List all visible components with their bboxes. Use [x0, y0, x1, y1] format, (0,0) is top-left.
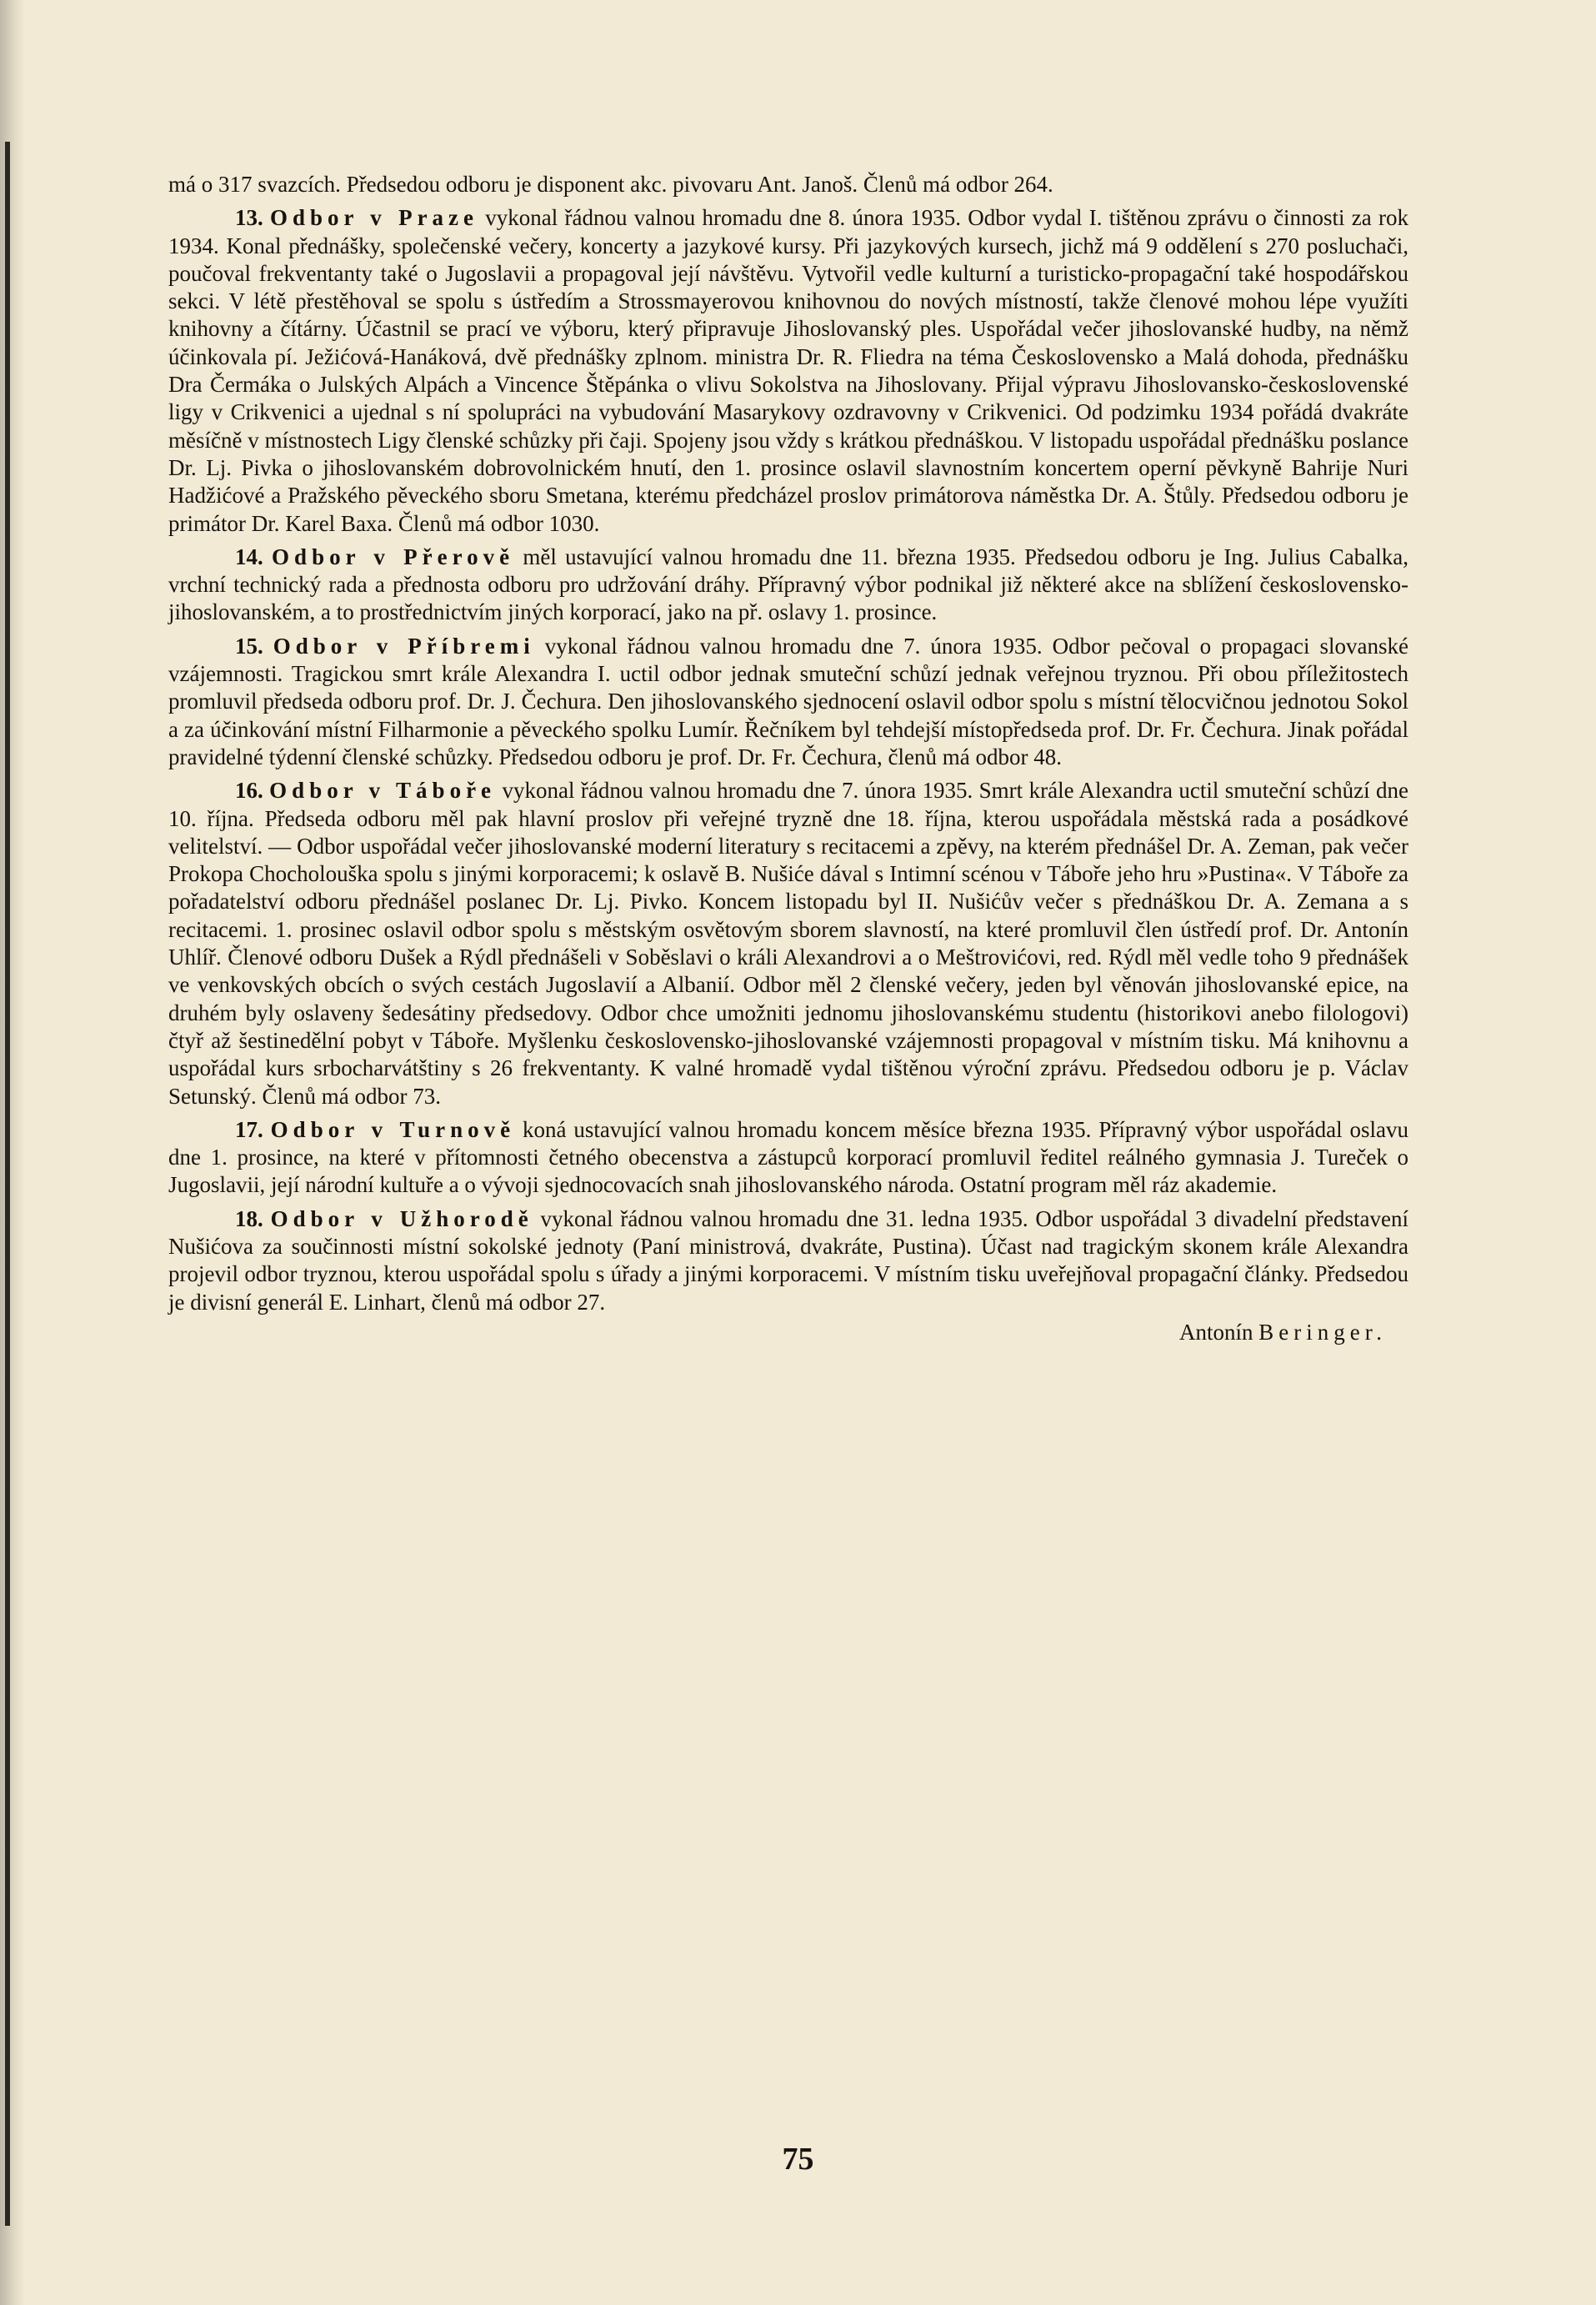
- paragraph-number: 15.: [235, 633, 263, 659]
- paragraph-odbor-praha: [168, 204, 1408, 538]
- paragraph-heading: Odbor v Přerově: [272, 544, 515, 569]
- paragraph-number: 13.: [235, 205, 263, 231]
- paragraph-odbor-prerov: [168, 544, 1408, 627]
- page-left-edge: [0, 0, 25, 2305]
- paragraph-text: vykonal řádnou valnou hromadu dne 7. února 1935. Smrt krále Alexandra uctil smuteční schůzí dne 10. října. Předseda odboru měl pak hlavní proslov při veřejné tryzně dne 18. října, kterou uspořádala městská rada a posádkové velitelství. — Odbor uspořádal večer jihoslovanské moderní literatury s recitacemi a zpěvy, na kterém přednášel Dr. A. Zeman, pak večer Prokopa Chocholouška spolu s jinými korporacemi; k oslavě B. Nušiće dával s Intimní scénou v Táboře jeho hru »Pustina«. V Táboře za pořadatelství odboru přednášel poslanec Dr. Lj. Pivko. Koncem listopadu byl II. Nušićův večer s přednáškou Dr. A. Zemana a s recitacemi. 1. prosinec oslavil odbor spolu s městským osvětovým sborem slavností, na které promluvil člen ústředí prof. Dr. Antonín Uhlíř. Členové odboru Dušek a Rýdl přednášeli v Soběslavi o králi Alexandrovi a o Meštrovićovi, red. Rýdl měl vedle toho 9 přednášek ve venkovských obcích o svých cestách Jugoslavií a Albanií. Odbor měl 2 členské večery, jeden byl věnován jihoslovanské epice, na druhém byly oslaveny šedesátiny předsedovy. Odbor chce umožniti jednomu jihoslovanskému studentu (historikovi anebo filologovi) čtyř až šestinedělní pobyt v Táboře. Myšlenku československo-jihoslovanské vzájemnosti propagoval v místním tisku. Má knihovnu a uspořádal kurs srbocharvátštiny s 26 frekventanty. K valné hromadě vydal tištěnou výroční zprávu. Předsedou odboru je p. Václav Setunský. Členů má odbor 73.: [168, 778, 1409, 1109]
- binding-shadow: [5, 142, 10, 2226]
- paragraph-odbor-tabor: [168, 777, 1408, 1110]
- author-signature: [168, 1319, 1408, 1346]
- paragraph-text: měl ustavující valnou hromadu dne 11. března 1935. Předsedou odboru je Ing. Julius Cabalka, vrchní technický rada a přednosta odboru pro udržování dráhy. Přípravný výbor podnikal již některé akce na sblížení československo-jihoslovanském, a to prostřednictvím jiných korporací, jako na př. oslavy 1. prosince.: [168, 544, 1408, 625]
- page-number: 75: [782, 2142, 814, 2177]
- author-first-name: Antonín: [1179, 1319, 1253, 1345]
- paragraph-text: vykonal řádnou valnou hromadu dne 8. února 1935. Odbor vydal I. tištěnou zprávu o činnosti za rok 1934. Konal přednášky, společenské večery, koncerty a jazykové kursy. Při jazykových kursech, jichž má 9 oddělení s 270 posluchači, poučoval frekventanty také o Jugoslavii a propagoval její návštěvu. Vytvořil vedle kulturní a turisticko-propagační také hospodářskou sekci. V létě přestěhoval se spolu s ústředím a Strossmayerovou knihovnou do nových místností, takže členové mohou lépe využíti knihovny a čítárny. Účastnil se prací ve výboru, který připravuje Jihoslovanský ples. Uspořádal večer jihoslovanské hudby, na němž účinkovala pí. Ježićová-Hanáková, dvě přednášky zplnom. ministra Dr. R. Fliedra na téma Československo a Malá dohoda, přednášku Dra Čermáka o Julských Alpách a Vincence Štěpánka o vlivu Sokolstva na Jihoslovany. Přijal výpravu Jihoslovansko-československé ligy v Crikvenici a ujednal s ní spolupráci na vybudování Masarykovy ozdravovny v Crikvenici. Od podzimku 1934 pořádá dvakráte měsíčně v místnostech Ligy členské schůzky při čaji. Spojeny jsou vždy s krátkou přednáškou. V listopadu uspořádal přednášku poslance Dr. Lj. Pivka o jihoslovanském dobrovolnickém hnutí, den 1. prosince oslavil slavnostním koncertem operní pěvkyně Bahrije Nuri Hadžićové a Pražského pěveckého sboru Smetana, kterému předcházel proslov primátorova náměstka Dr. A. Štůly. Předsedou odboru je primátor Dr. Karel Baxa. Členů má odbor 1030.: [168, 205, 1408, 536]
- paragraph-odbor-pribram: [168, 633, 1408, 771]
- paragraph-number: 17.: [235, 1116, 263, 1142]
- paragraph-text: vykonal řádnou valnou hromadu dne 31. ledna 1935. Odbor uspořádal 3 divadelní představení Nušićova za součinnosti místní sokolské jednoty (Paní ministrová, dvakráte, Pustina). Účast nad tragickým skonem krále Alexandra projevil odbor tryznou, kterou uspořádal spolu s úřady a jinými korporacemi. V místním tisku uveřejňoval propagační články. Předsedou je divisní generál E. Linhart, členů má odbor 27.: [168, 1205, 1409, 1315]
- paragraph-heading: Odbor v Příbremi: [273, 633, 535, 659]
- paragraph-continuation: [168, 171, 1408, 198]
- paragraph-heading: Odbor v Táboře: [269, 778, 497, 804]
- author-last-name: Beringer.: [1258, 1319, 1387, 1345]
- paragraph-heading: Odbor v Praze: [270, 205, 479, 231]
- article-body: [168, 171, 1408, 1346]
- paragraph-number: 18.: [235, 1205, 263, 1231]
- paragraph-number: 16.: [235, 778, 263, 804]
- paragraph-text: má o 317 svazcích. Předsedou odboru je disponent akc. pivovaru Ant. Janoš. Členů má odbor 264.: [168, 172, 1053, 197]
- paragraph-number: 14.: [235, 544, 263, 569]
- paragraph-heading: Odbor v Užhorodě: [270, 1205, 533, 1231]
- paragraph-heading: Odbor v Turnově: [270, 1116, 516, 1142]
- paragraph-text: vykonal řádnou valnou hromadu dne 7. února 1935. Odbor pečoval o propagaci slovanské vzájemnosti. Tragickou smrt krále Alexandra I. uctil odbor jednak smuteční schůzí jednak veřejnou tryznou. Při obou příležitostech promluvil předseda odboru prof. Dr. J. Čechura. Den jihoslovanského sjednocení oslavil odbor spolu s místní tělocvičnou jednotou Sokol a za účinkování místní Filharmonie a pěveckého spolku Lumír. Řečníkem byl tehdejší místopředseda prof. Dr. Fr. Čechura. Jinak pořádal pravidelné týdenní členské schůzky. Předsedou odboru je prof. Dr. Fr. Čechura, členů má odbor 48.: [168, 633, 1408, 769]
- paragraph-text: koná ustavující valnou hromadu koncem měsíce března 1935. Přípravný výbor uspořádal oslavu dne 1. prosince, na které v přítomnosti četného obecenstva a zástupců korporací promluvil ředitel reálného gymnasia J. Tureček o Jugoslavii, její národní kultuře a o vývoji sjednocovacích snah jihoslovanského národa. Ostatní program měl ráz akademie.: [168, 1116, 1409, 1198]
- paragraph-odbor-turnov: [168, 1116, 1408, 1200]
- paragraph-odbor-uzhorod: [168, 1205, 1408, 1316]
